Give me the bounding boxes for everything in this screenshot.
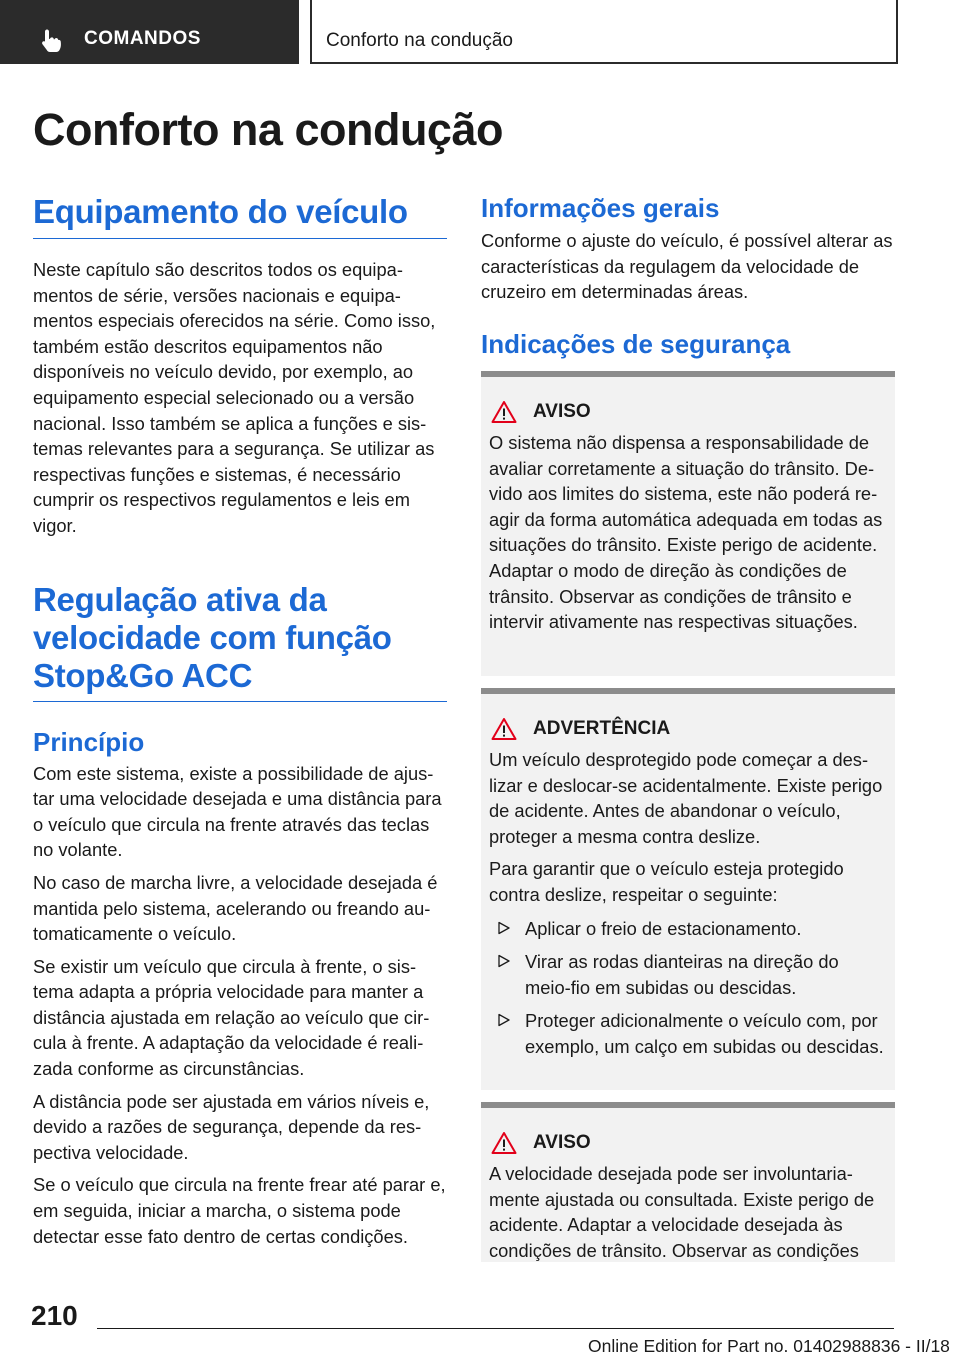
paragraph: Com este sistema, existe a possibilidade de ajustar uma velocidade desejada e uma distância para o veículo que circula na frente através das teclas no volante. xyxy=(33,762,442,861)
caution-list xyxy=(489,916,887,1060)
paragraph: No caso de marcha livre, a velocidade desejada é mantida pelo sistema, acelerando ou freando automaticamente o veículo. xyxy=(33,871,438,945)
edition-note: Online Edition for Part no. 01402988836 - II/18 xyxy=(588,1336,950,1356)
page-header xyxy=(0,0,960,66)
page-title: Conforto na condução xyxy=(33,104,503,155)
section-tab[interactable] xyxy=(0,0,299,64)
caution-title: ADVERTÊNCIA xyxy=(533,718,671,739)
triangle-bullet-icon xyxy=(497,1013,511,1027)
warning-bar xyxy=(481,1102,895,1108)
warning-triangle-icon xyxy=(491,400,517,424)
caution-text: Um veículo desprotegido pode começar a deslizar e deslocar-se acidentalmente. Existe perigo de acidente. Antes de abandonar o veículo, proteger a mesma contra deslize. xyxy=(489,749,883,847)
warning-bar xyxy=(481,371,895,377)
warning-title: AVISO xyxy=(533,401,591,422)
heading-acc: Regulação ativa da velocidade com função Stop&Go ACC xyxy=(33,580,392,694)
triangle-bullet-icon xyxy=(497,921,511,935)
paragraph: Se o veículo que circula na frente frear até parar e, em seguida, iniciar a marcha, o sistema pode detectar esse fato dentro de certas condições. xyxy=(33,1174,446,1247)
paragraph-informacoes: Conforme o ajuste do veículo, é possível alterar as características da regulagem da velocidade de cruzeiro em determinadas áreas. xyxy=(481,230,893,303)
list-item-text: Aplicar o freio de estacionamento. xyxy=(525,917,802,939)
subheading-informacoes: Informações gerais xyxy=(481,193,720,223)
warning-bar xyxy=(481,688,895,694)
list-item-text: Proteger adicionalmente o veículo com, por exemplo, um calço em subidas ou descidas. xyxy=(525,1010,884,1057)
paragraph: Se existir um veículo que circula à frente, o sistema adapta a própria velocidade para manter a distância ajustada em relação ao veículo que circula à frente. A adaptação da velocidade é realizada conforme as circunstâncias. xyxy=(33,955,430,1080)
heading-rule xyxy=(33,701,447,702)
heading-equipamento: Equipamento do veículo xyxy=(33,193,408,230)
warning-text: A velocidade desejada pode ser involuntariamente ajustada ou consultada. Existe perigo de acidente. Adaptar a velocidade desejada às condições de trânsito. Observar as condições xyxy=(489,1163,875,1261)
list-item-text: Virar as rodas dianteiras na direção do meio-fio em subidas ou descidas. xyxy=(525,951,839,998)
paragraph: A distância pode ser ajustada em vários níveis e, devido a razões de segurança, depende da respectiva velocidade. xyxy=(33,1090,430,1163)
hand-pointer-icon xyxy=(40,28,64,54)
list-item xyxy=(489,1008,887,1059)
warning-triangle-icon xyxy=(491,717,517,741)
warning-box xyxy=(481,371,895,676)
left-column xyxy=(33,193,447,1249)
caution-text: Para garantir que o veículo esteja protegido contra deslize, respeitar o seguinte: xyxy=(489,858,844,905)
list-item xyxy=(489,949,887,1000)
heading-rule xyxy=(33,238,447,239)
page-number: 210 xyxy=(31,1300,78,1331)
subheading-seguranca: Indicações de segurança xyxy=(481,328,791,359)
warning-text: O sistema não dispensa a responsabilidade de avaliar corretamente a situação do trânsito. Devido aos limites do sistema, este não poderá reagir da forma automática adequada em todas as situações do trânsito. Existe perigo de acidente. Adaptar o modo de direção às condições de trânsito. Observar as condições de trânsito e intervir ativamente nas respectivas situações. xyxy=(489,432,883,633)
chapter-tab[interactable] xyxy=(310,0,898,64)
subheading-principio: Princípio xyxy=(33,726,145,757)
list-item xyxy=(489,916,887,942)
warning-box xyxy=(481,1102,895,1262)
right-column xyxy=(481,193,895,359)
caution-box xyxy=(481,688,895,1090)
warning-title: AVISO xyxy=(533,1132,591,1153)
footer-rule xyxy=(97,1328,894,1329)
paragraph-equipamento: Neste capítulo são descritos todos os equipamentos de série, versões nacionais e equipamentos especiais oferecidos na série. Como isso, também estão descritos equipamentos não disponíveis no veículo devido, por exemplo, ao equipamento especial selecionado ou a versão nacional. Isso também se aplica a funções e sistemas relevantes para a segurança. Se utilizar as respectivas funções e sistemas, é necessário cumprir os respectivos regulamentos e leis em vigor. xyxy=(33,259,436,536)
section-label: COMANDOS xyxy=(84,28,201,49)
warning-triangle-icon xyxy=(491,1131,517,1155)
triangle-bullet-icon xyxy=(497,954,511,968)
chapter-label: Conforto na condução xyxy=(326,30,513,51)
